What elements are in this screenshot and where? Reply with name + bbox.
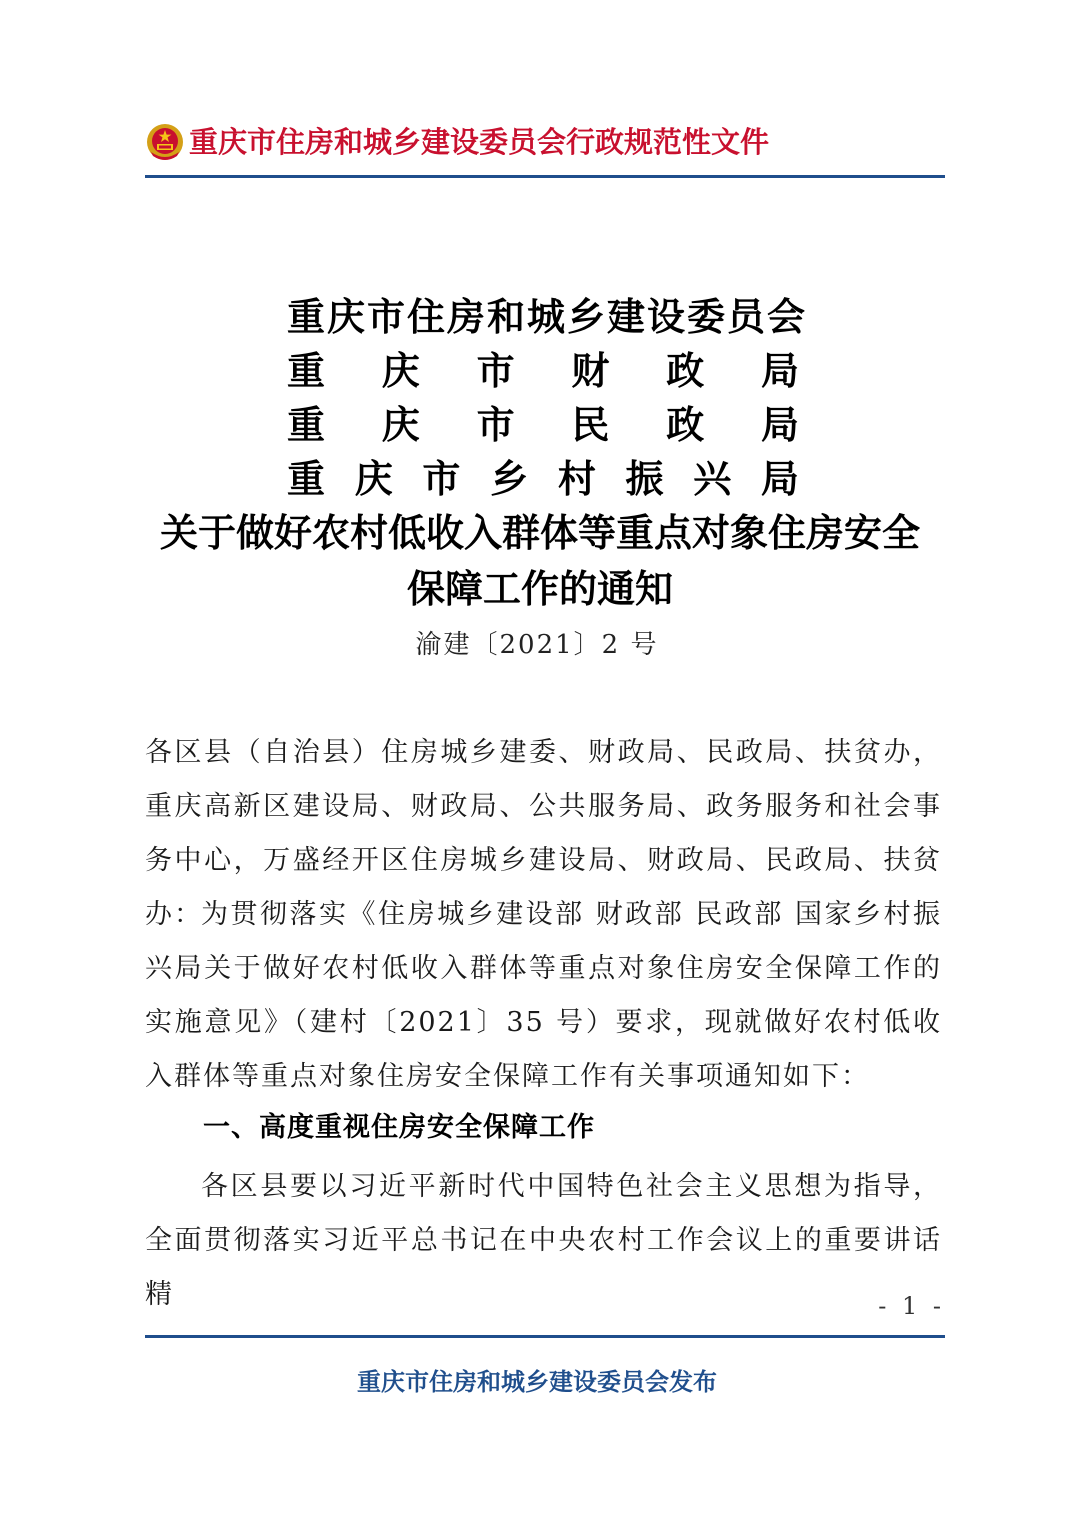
document-number: 渝建〔2021〕2 号	[415, 630, 659, 660]
section-heading-1: 一、高度重视住房安全保障工作	[203, 1112, 595, 1143]
national-emblem-icon	[145, 122, 185, 162]
issuer-housing-commission: 重庆市住房和城乡建设委员会	[287, 294, 808, 339]
addressees-paragraph: 各区县（自治县）住房城乡建委、财政局、民政局、扶贫办，重庆高新区建设局、财政局、公共服务局、政务服务和社会事务中心，万盛经开区住房城乡建设局、财政局、民政局、扶贫办：	[145, 737, 942, 930]
page-header	[145, 120, 945, 168]
section-1-paragraph: 各区县要以习近平新时代中国特色社会主义思想为指导，全面贯彻落实习近平总书记在中央农村工作会议上的重要讲话精	[145, 1171, 942, 1310]
document-title	[135, 505, 945, 617]
header-title: 重庆市住房和城乡建设委员会行政规范性文件	[189, 125, 770, 159]
document-title-line-2: 保障工作的通知	[406, 566, 673, 611]
issuer-civil-affairs-bureau: 重 庆 市 民 政 局	[287, 402, 799, 447]
issuing-authorities	[287, 290, 808, 506]
page-number: - 1 -	[878, 1292, 945, 1320]
header-divider	[145, 175, 945, 178]
document-title-line-1: 关于做好农村低收入群体等重点对象住房安全	[159, 510, 920, 555]
footer-publisher: 重庆市住房和城乡建设委员会发布	[357, 1368, 717, 1396]
intro-paragraph: 为贯彻落实《住房城乡建设部 财政部 民政部 国家乡村振兴局关于做好农村低收入群体等重点对象住房安全保障工作的实施意见》（建村〔2021〕35 号）要求，现就做好农村低收入群体等重点对象住房安全保障工作有关事项通知如下：	[145, 899, 942, 1092]
issuer-finance-bureau: 重 庆 市 财 政 局	[287, 348, 799, 393]
issuer-rural-revitalization-bureau: 重 庆 市 乡 村 振 兴 局	[287, 456, 799, 501]
footer-divider	[145, 1335, 945, 1338]
